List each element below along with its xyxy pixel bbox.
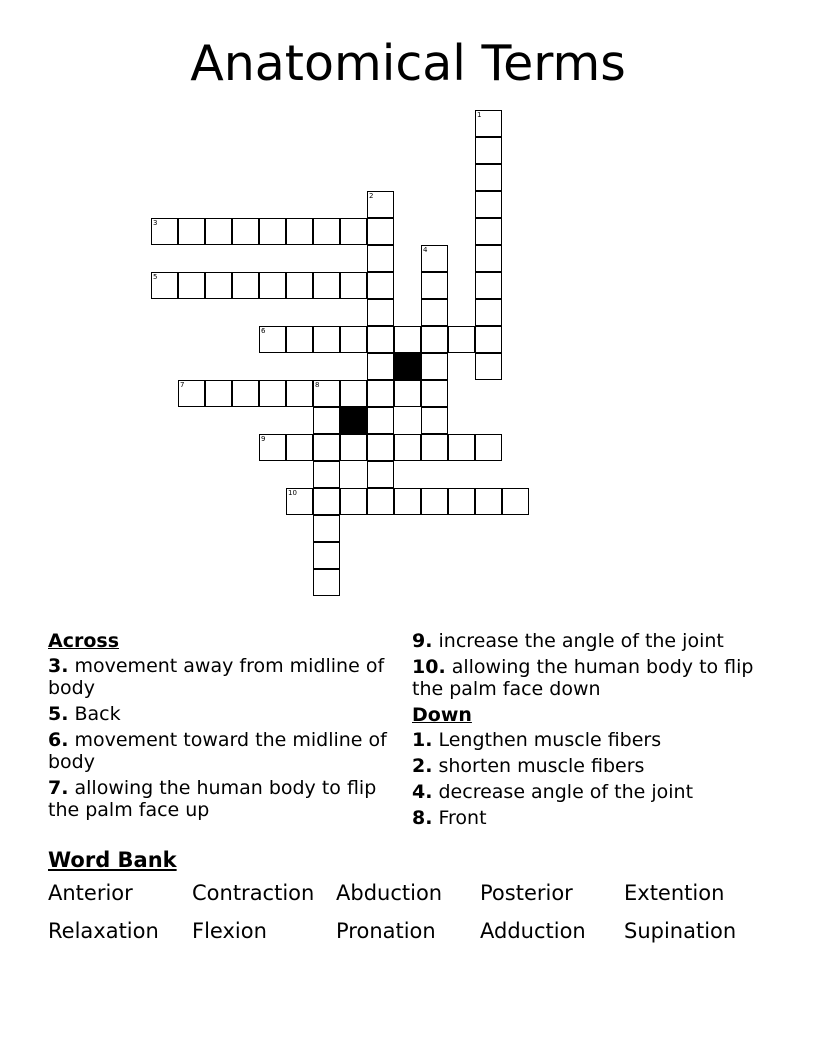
word-bank-item: Adduction: [480, 919, 586, 943]
down-clue-8: 8. Front: [412, 807, 487, 829]
grid-cell[interactable]: [367, 245, 394, 272]
grid-cell[interactable]: [232, 272, 259, 299]
grid-cell[interactable]: [340, 326, 367, 353]
grid-cell[interactable]: [232, 218, 259, 245]
word-bank-item: Posterior: [480, 881, 573, 905]
grid-cell[interactable]: [367, 434, 394, 461]
word-bank-item: Abduction: [336, 881, 443, 905]
word-bank: [48, 882, 768, 943]
clue-number: 5: [153, 273, 158, 281]
clue-text: allowing the human body to flip the palm face up: [48, 777, 377, 821]
grid-block: [394, 353, 421, 380]
grid-cell[interactable]: [367, 380, 394, 407]
grid-cell[interactable]: [421, 488, 448, 515]
grid-cell[interactable]: [313, 380, 340, 407]
across-clue-list: [48, 655, 393, 821]
grid-cell[interactable]: [259, 380, 286, 407]
clue-number: 6: [261, 327, 266, 335]
word-bank-item: Extention: [624, 881, 725, 905]
clue-number: 2: [369, 192, 374, 200]
grid-cell[interactable]: [502, 488, 529, 515]
grid-cell[interactable]: [340, 434, 367, 461]
word-bank-heading: Word Bank: [48, 848, 177, 872]
clue-text: shorten muscle fibers: [432, 755, 645, 777]
grid-cell[interactable]: [421, 380, 448, 407]
grid-cell[interactable]: [475, 191, 502, 218]
clue-number-label: 10: [412, 656, 439, 678]
grid-cell[interactable]: [286, 272, 313, 299]
grid-cell[interactable]: [475, 245, 502, 272]
across-clue-7: 7. allowing the human body to flip the palm face up: [48, 777, 377, 821]
grid-block: [340, 407, 367, 434]
grid-cell[interactable]: [340, 218, 367, 245]
grid-cell[interactable]: [313, 488, 340, 515]
grid-cell[interactable]: [205, 272, 232, 299]
clue-number: 3: [153, 219, 158, 227]
grid-cell[interactable]: [421, 245, 448, 272]
clue-text: movement away from midline of body: [48, 655, 385, 699]
clues-left-column: [48, 630, 393, 825]
down-clue-list: [412, 729, 772, 829]
grid-cell[interactable]: [367, 326, 394, 353]
down-heading: Down: [412, 704, 472, 726]
grid-cell[interactable]: [313, 218, 340, 245]
grid-cell[interactable]: [475, 164, 502, 191]
clue-text: movement toward the midline of body: [48, 729, 387, 773]
grid-cell[interactable]: [313, 272, 340, 299]
grid-cell[interactable]: [313, 434, 340, 461]
grid-cell[interactable]: [151, 218, 178, 245]
clue-number-label: 4: [412, 781, 426, 803]
clue-number-label: 1: [412, 729, 426, 751]
clue-text: increase the angle of the joint: [432, 630, 724, 652]
clue-number-label: 9: [412, 630, 426, 652]
clue-text: Front: [432, 807, 487, 829]
word-bank-item: Anterior: [48, 881, 133, 905]
clue-number: 7: [180, 381, 185, 389]
grid-cell[interactable]: [340, 488, 367, 515]
clue-number: 8: [315, 381, 320, 389]
grid-cell[interactable]: [286, 326, 313, 353]
grid-cell[interactable]: [259, 272, 286, 299]
grid-cell[interactable]: [205, 380, 232, 407]
grid-cell[interactable]: [421, 272, 448, 299]
grid-cell[interactable]: [367, 191, 394, 218]
grid-cell[interactable]: [367, 272, 394, 299]
grid-cell[interactable]: [232, 380, 259, 407]
grid-cell[interactable]: [475, 299, 502, 326]
grid-cell[interactable]: [394, 434, 421, 461]
down-clue-1: 1. Lengthen muscle fibers: [412, 729, 662, 751]
word-bank-item: Contraction: [192, 881, 315, 905]
grid-cell[interactable]: [394, 488, 421, 515]
clue-number-label: 5: [48, 703, 62, 725]
down-clue-2: 2. shorten muscle fibers: [412, 755, 645, 777]
grid-cell[interactable]: [286, 488, 313, 515]
grid-cell[interactable]: [367, 353, 394, 380]
clues-right-column: [412, 630, 772, 833]
clue-text: Lengthen muscle fibers: [432, 729, 662, 751]
grid-cell[interactable]: [340, 272, 367, 299]
grid-cell[interactable]: [421, 353, 448, 380]
grid-cell[interactable]: [448, 434, 475, 461]
word-bank-item: Flexion: [192, 919, 267, 943]
across-clue-5: 5. Back: [48, 703, 121, 725]
grid-cell[interactable]: [475, 137, 502, 164]
clue-number-label: 7: [48, 777, 62, 799]
grid-cell[interactable]: [313, 569, 340, 596]
grid-cell[interactable]: [313, 515, 340, 542]
grid-cell[interactable]: [259, 218, 286, 245]
grid-cell[interactable]: [421, 434, 448, 461]
across-heading: Across: [48, 630, 120, 652]
across-clue-10: 10. allowing the human body to flip the palm face down: [412, 656, 754, 700]
grid-cell[interactable]: [475, 218, 502, 245]
word-bank-item: Pronation: [336, 919, 436, 943]
grid-cell[interactable]: [448, 488, 475, 515]
clue-text: decrease angle of the joint: [432, 781, 694, 803]
clue-number-label: 2: [412, 755, 426, 777]
grid-cell[interactable]: [178, 272, 205, 299]
clue-number-label: 8: [412, 807, 426, 829]
grid-cell[interactable]: [286, 218, 313, 245]
clue-number: 1: [477, 111, 482, 119]
grid-cell[interactable]: [313, 407, 340, 434]
clue-text: allowing the human body to flip the palm face down: [412, 656, 754, 700]
page-title: Anatomical Terms: [190, 35, 626, 92]
grid-cell[interactable]: [313, 542, 340, 569]
grid-cell[interactable]: [421, 299, 448, 326]
clue-number: 4: [423, 246, 428, 254]
grid-cell[interactable]: [151, 272, 178, 299]
grid-cell[interactable]: [367, 407, 394, 434]
clue-number-label: 3: [48, 655, 62, 677]
grid-cell[interactable]: [367, 461, 394, 488]
grid-cell[interactable]: [205, 218, 232, 245]
grid-cell[interactable]: [475, 326, 502, 353]
grid-cell[interactable]: [313, 326, 340, 353]
clue-number: 9: [261, 435, 266, 443]
grid-cell[interactable]: [178, 218, 205, 245]
across-clue-9: 9. increase the angle of the joint: [412, 630, 724, 652]
grid-cell[interactable]: [286, 434, 313, 461]
grid-cell[interactable]: [313, 461, 340, 488]
across-clue-list-continued: [412, 630, 772, 700]
grid-cell[interactable]: [475, 272, 502, 299]
clue-number-label: 6: [48, 729, 62, 751]
word-bank-item: Supination: [624, 919, 737, 943]
clue-number: 10: [288, 489, 297, 497]
grid-cell[interactable]: [475, 434, 502, 461]
grid-cell[interactable]: [286, 380, 313, 407]
grid-cell[interactable]: [367, 488, 394, 515]
grid-cell[interactable]: [475, 110, 502, 137]
grid-cell[interactable]: [448, 326, 475, 353]
grid-cell[interactable]: [178, 380, 205, 407]
grid-cell[interactable]: [394, 326, 421, 353]
down-clue-4: 4. decrease angle of the joint: [412, 781, 694, 803]
grid-cell[interactable]: [259, 326, 286, 353]
grid-cell[interactable]: [259, 434, 286, 461]
grid-cell[interactable]: [421, 326, 448, 353]
word-bank-item: Relaxation: [48, 919, 159, 943]
grid-cell[interactable]: [340, 380, 367, 407]
across-clue-3: 3. movement away from midline of body: [48, 655, 385, 699]
grid-cell[interactable]: [421, 407, 448, 434]
clue-text: Back: [68, 703, 121, 725]
grid-cell[interactable]: [367, 218, 394, 245]
grid-cell[interactable]: [475, 353, 502, 380]
grid-cell[interactable]: [394, 380, 421, 407]
across-clue-6: 6. movement toward the midline of body: [48, 729, 387, 773]
grid-cell[interactable]: [475, 488, 502, 515]
grid-cell[interactable]: [367, 299, 394, 326]
